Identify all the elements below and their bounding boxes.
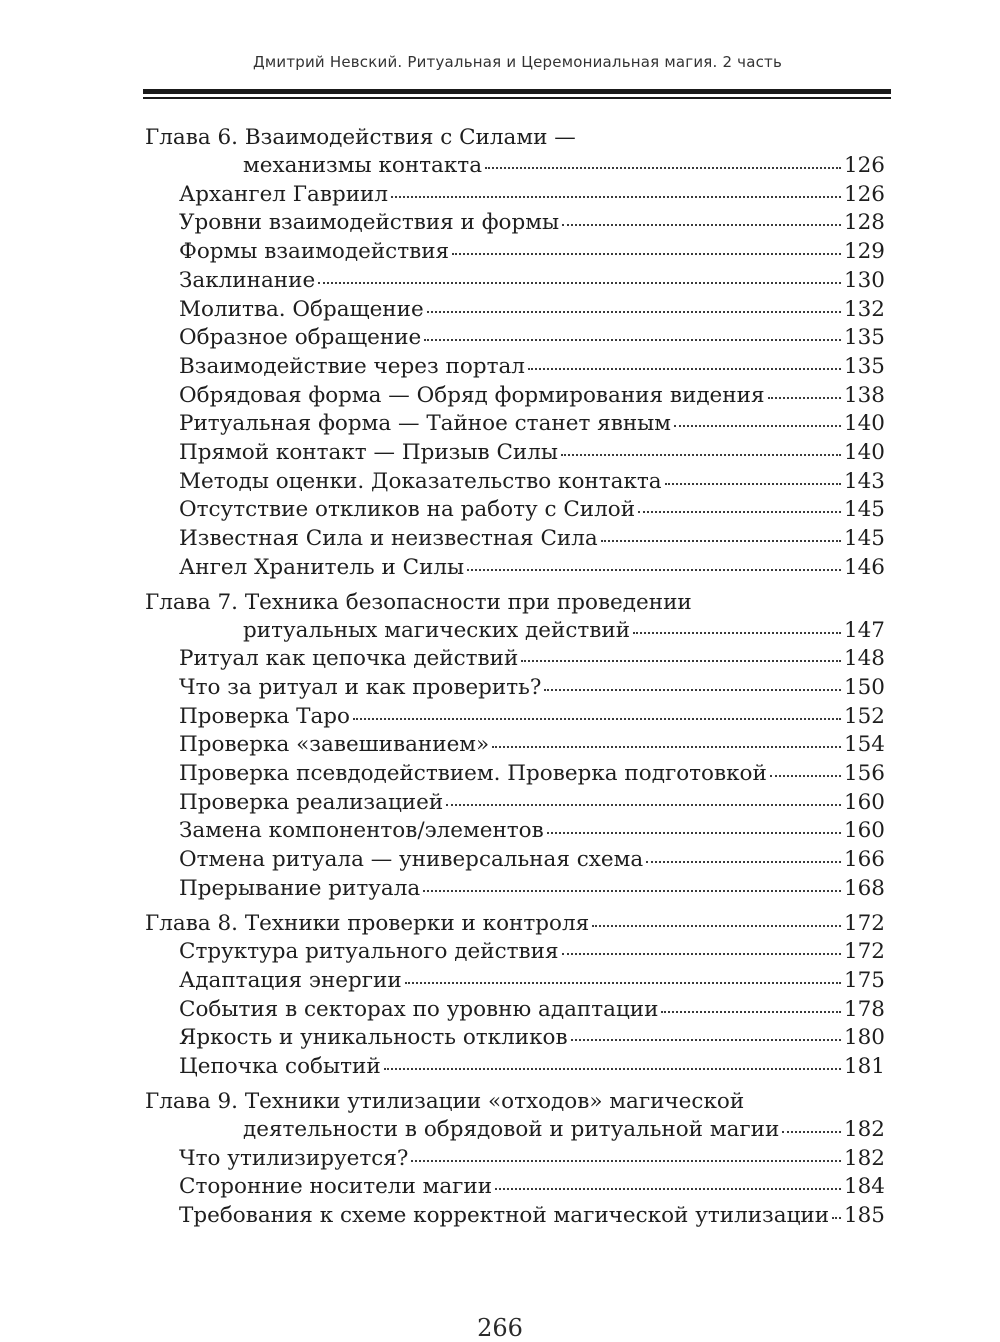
chapter-heading-line [145,1116,885,1145]
toc-entry [145,1202,885,1231]
dot-leader [411,1160,841,1162]
toc-entry [145,846,885,875]
dot-leader [521,660,841,662]
toc-entry [145,996,885,1025]
entry-title: Архангел Гавриил [179,181,389,207]
entry-page-number: 135 [843,353,885,379]
dot-leader [424,339,841,341]
toc-entry [145,496,885,525]
toc-entry [145,967,885,996]
dot-leader [646,861,841,863]
chapter-section [145,910,885,1082]
entry-title: Ритуал как цепочка действий [179,646,519,672]
entry-page-number: 129 [843,239,885,265]
toc-entry [145,1173,885,1202]
chapter-heading-line [145,617,885,646]
entry-title: Уровни взаимодействия и формы [179,210,560,236]
running-header: Дмитрий Невский. Ритуальная и Церемониальная магия. 2 часть [252,53,783,71]
dot-leader [562,953,841,955]
entry-page-number: 182 [843,1145,885,1171]
toc-entry [145,875,885,904]
dot-leader [495,1188,841,1190]
entry-title: Что утилизируется? [179,1145,409,1171]
entry-title: Яркость и уникальность откликов [179,1025,568,1051]
toc-entry [145,324,885,353]
entry-title: механизмы контакта [243,153,483,178]
dot-leader [353,718,841,720]
entry-page-number: 143 [843,468,885,494]
dot-leader [571,1039,841,1041]
dot-leader [832,1217,841,1219]
dot-leader [318,282,841,284]
toc-entry [145,554,885,583]
entry-title: Проверка Таро [179,703,351,729]
toc-entry [145,468,885,497]
toc-entry [145,439,885,468]
dot-leader [665,483,841,485]
dot-leader [674,425,841,427]
table-of-contents [145,124,885,1237]
entry-title: Отсутствие откликов на работу с Силой [179,497,636,523]
dot-leader [547,832,841,834]
dot-leader [638,511,841,513]
entry-page-number: 150 [843,674,885,700]
entry-page-number: 152 [843,703,885,729]
toc-entry [145,731,885,760]
chapter-section [145,1088,885,1231]
entry-title: Прерывание ритуала [179,875,421,901]
dot-leader [423,890,841,892]
entry-title: Молитва. Обращение [179,296,424,322]
entry-page-number: 154 [843,732,885,758]
entry-page-number: 145 [843,497,885,523]
entry-title: Заклинание [179,267,316,293]
toc-entry [145,817,885,846]
dot-leader [592,925,841,927]
entry-title: Методы оценки. Доказательство контакта [179,468,662,494]
entry-page-number: 135 [843,325,885,351]
toc-entry [145,1145,885,1174]
dot-leader [633,632,841,634]
entry-page-number: 166 [843,847,885,873]
entry-title: Формы взаимодействия [179,239,450,265]
toc-entry [145,181,885,210]
entry-page-number: 126 [843,153,885,178]
header-rule-thick [143,89,891,94]
dot-leader [528,368,841,370]
entry-title: Что за ритуал и как проверить? [179,674,542,700]
entry-page-number: 132 [843,296,885,322]
entry-title: Замена компонентов/элементов [179,818,544,844]
entry-page-number: 156 [843,761,885,787]
entry-title: Образное обращение [179,325,422,351]
toc-entry [145,674,885,703]
dot-leader [391,196,841,198]
entry-page-number: 168 [843,875,885,901]
entry-title: Обрядовая форма — Обряд формирования видения [179,382,765,408]
entry-title: Прямой контакт — Призыв Силы [179,440,559,466]
entry-title: Отмена ритуала — универсальная схема [179,847,644,873]
dot-leader [768,397,841,399]
toc-entry [145,209,885,238]
toc-entry [145,1024,885,1053]
entry-page-number: 138 [843,382,885,408]
entry-page-number: 146 [843,554,885,580]
toc-entry [145,525,885,554]
dot-leader [452,253,841,255]
entry-title: ритуальных магических действий [243,617,631,643]
entry-title: Взаимодействие через портал [179,353,525,379]
header-rule-thin [143,97,891,99]
entry-title: Проверка реализацией [179,789,444,815]
entry-title: деятельности в обрядовой и ритуальной магии [243,1116,780,1142]
dot-leader [427,311,841,313]
dot-leader [467,569,841,571]
chapter-heading [145,910,885,939]
entry-page-number: 145 [843,526,885,552]
toc-entry [145,789,885,818]
dot-leader [561,454,841,456]
entry-title: Структура ритуального действия [179,939,559,965]
toc-entry [145,645,885,674]
dot-leader [661,1011,841,1013]
entry-page-number: 181 [843,1054,885,1080]
entry-title: События в секторах по уровню адаптации [179,996,659,1022]
entry-page-number: 160 [843,789,885,815]
entry-page-number: 178 [843,996,885,1022]
entry-page-number: 182 [843,1116,885,1142]
entry-page-number: 148 [843,646,885,672]
entry-title: Адаптация энергии [179,967,402,993]
entry-title: Сторонние носители магии [179,1174,493,1200]
dot-leader [562,224,841,226]
chapter-heading-line [145,152,885,181]
entry-title: Проверка «завешиванием» [179,732,490,758]
dot-leader [405,982,841,984]
entry-title: Глава 8. Техники проверки и контроля [145,910,590,936]
toc-entry [145,296,885,325]
entry-page-number: 160 [843,818,885,844]
toc-entry [145,760,885,789]
dot-leader [492,746,841,748]
dot-leader [384,1068,841,1070]
toc-entry [145,238,885,267]
toc-entry [145,703,885,732]
entry-page-number: 180 [843,1025,885,1051]
dot-leader [485,167,841,169]
page-number: 266 [477,1314,523,1342]
entry-page-number: 130 [843,267,885,293]
dot-leader [446,804,841,806]
entry-page-number: 185 [843,1202,885,1228]
entry-page-number: 172 [843,910,885,936]
entry-title: Ритуальная форма — Тайное станет явным [179,411,672,437]
chapter-section [145,124,885,583]
entry-page-number: 126 [843,181,885,207]
entry-page-number: 140 [843,411,885,437]
entry-title: Требования к схеме корректной магической утилизации [179,1202,830,1228]
toc-entry [145,1053,885,1082]
dot-leader [770,775,841,777]
chapter-heading: Глава 7. Техника безопасности при проведении [145,589,692,615]
entry-title: Цепочка событий [179,1054,381,1080]
chapter-heading: Глава 6. Взаимодействия с Силами — [145,125,576,150]
entry-page-number: 140 [843,440,885,466]
toc-entry [145,410,885,439]
entry-title: Ангел Хранитель и Силы [179,554,465,580]
entry-title: Известная Сила и неизвестная Сила [179,526,598,552]
chapter-heading: Глава 9. Техники утилизации «отходов» магической [145,1088,745,1114]
entry-page-number: 128 [843,210,885,236]
chapter-section [145,589,885,904]
entry-title: Проверка псевдодействием. Проверка подготовкой [179,761,767,787]
entry-page-number: 147 [843,617,885,643]
entry-page-number: 175 [843,967,885,993]
dot-leader [601,540,841,542]
entry-page-number: 172 [843,939,885,965]
entry-page-number: 184 [843,1174,885,1200]
toc-entry [145,938,885,967]
toc-entry [145,267,885,296]
dot-leader [782,1131,841,1133]
dot-leader [544,689,841,691]
toc-entry [145,382,885,411]
toc-entry [145,353,885,382]
